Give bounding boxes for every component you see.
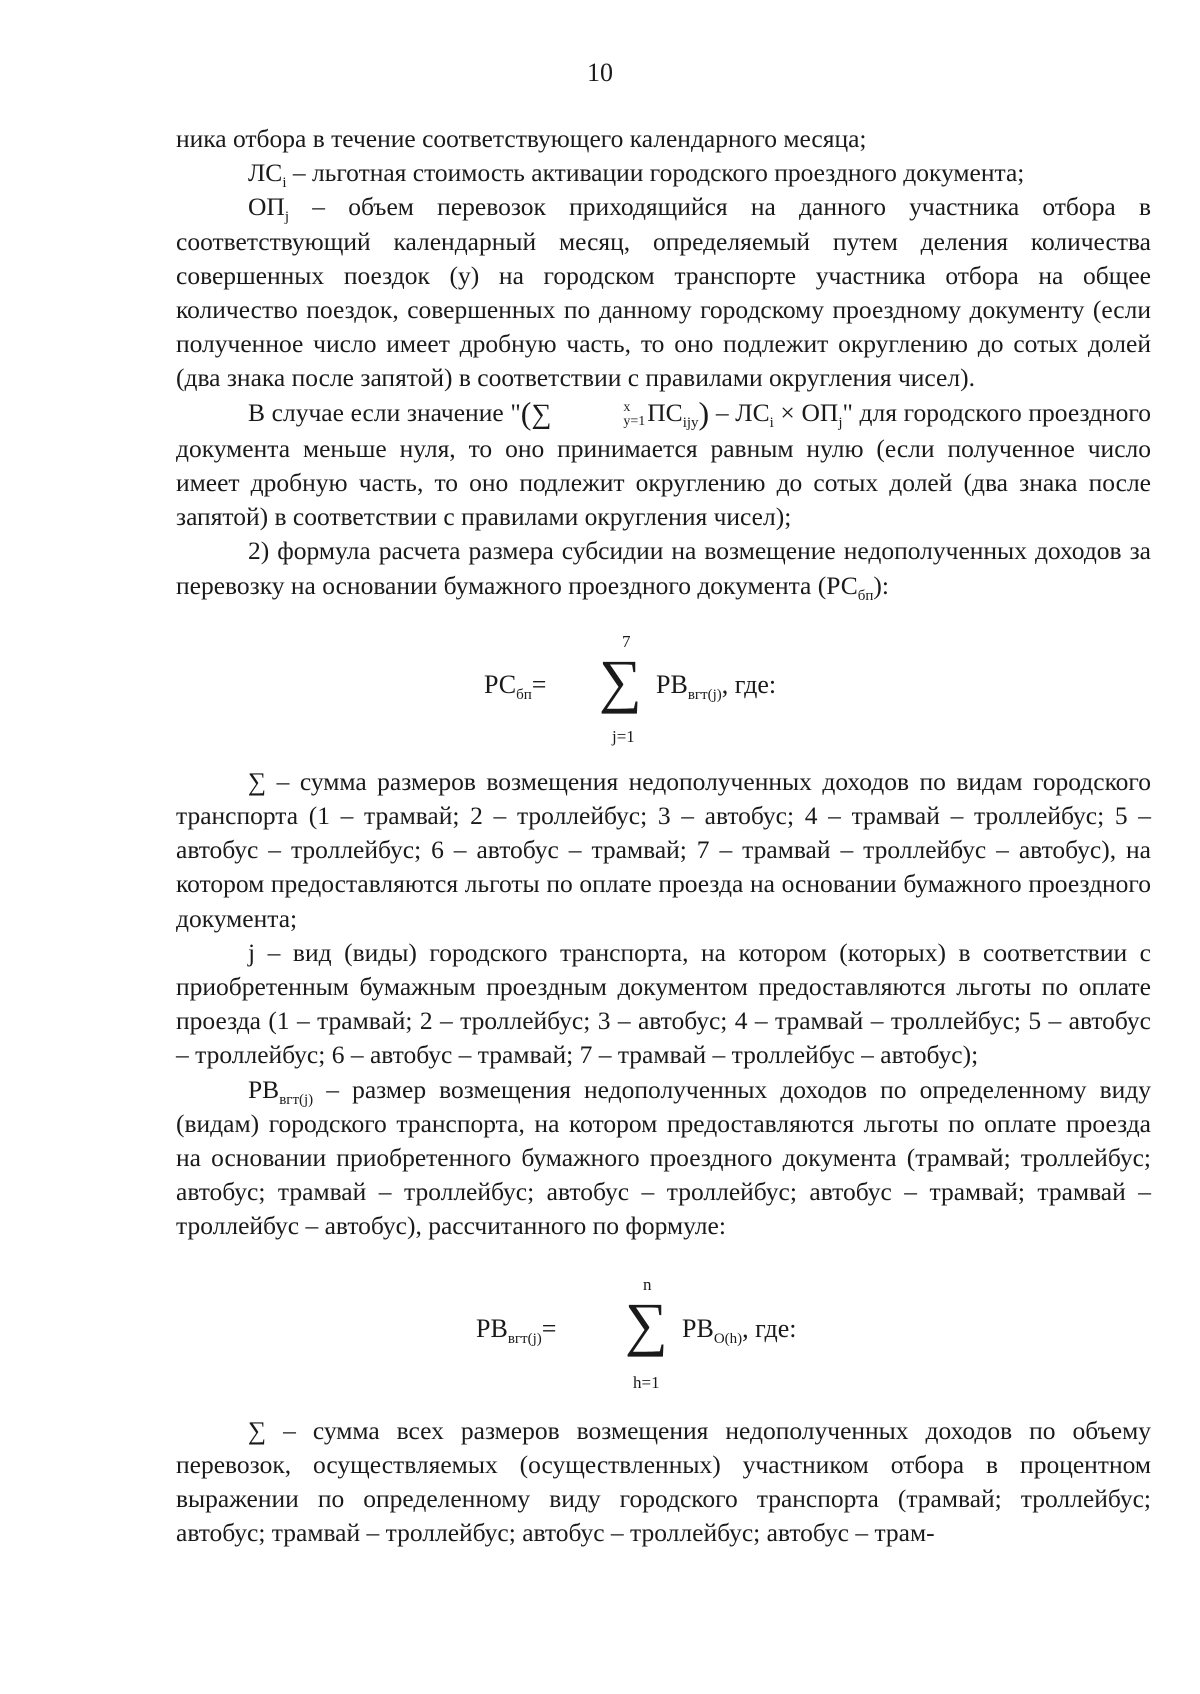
- paragraph-sum-definition: [176, 765, 1151, 936]
- inline-sum-limits: [551, 401, 645, 429]
- paragraph-text: – объем перевозок приходящийся на данного участника отбора в соответствующий календарный месяц, определяемый путем деления количества совершенных поездок (y) на городском транспорте участника отбора на общее количество поездок, совершенных по данному городскому проездному документу (если полученное число имеет дробную часть, то оно подлежит округлению до сотых долей (два знака после запятой) в соответствии с правилами округления чисел).: [176, 192, 1151, 393]
- paragraph-text: " для городского проездного документа меньше нуля, то оно принимается равным нулю (если полученное число имеет дробную часть, то оно подлежит округлению до сотых долей (два знака после запятой) в соответствии с правилами округления чисел);: [176, 397, 1152, 532]
- formula-tail: , где:: [742, 1313, 797, 1343]
- paragraph-text: j – вид (виды) городского транспорта, на котором (которых) в соответствии с приобретенным бумажным проездным документом предоставляются льготы по оплате проезда (1 – трамвай; 2 – троллейбус; 3 – автобус; 4 – трамвай – троллейбус; 5 – автобус – троллейбус; 6 – автобус – трамвай; 7 – трамвай – троллейбус – автобус);: [176, 937, 1151, 1070]
- paragraph-total-sum-definition: [176, 1414, 1151, 1551]
- sum-upper-limit: n: [643, 1274, 652, 1294]
- paragraph-text: ∑ – сумма всех размеров возмещения недополученных доходов по объему перевозок, осуществляемых (осуществленных) участником отбора в процентном выражении по определенному виду городского транспорта (трамвай; троллейбус; автобус; трамвай – троллейбус; автобус – троллейбус; автобус – трам-: [176, 1415, 1151, 1548]
- symbol-rv: РВ: [248, 1074, 280, 1104]
- inline-sum-upper: x: [623, 399, 631, 415]
- formula-rhs: [682, 1312, 797, 1346]
- formula-equals: =: [541, 1313, 557, 1343]
- paragraph-text: – льготная стоимость активации городского проездного документа;: [286, 158, 1025, 188]
- minus-ls: – ЛС: [709, 397, 770, 427]
- symbol-ls-subscript: i: [769, 414, 774, 431]
- paragraph-negative-value-rule: [176, 396, 1151, 535]
- formula-rs-bp: [176, 611, 1151, 761]
- paragraph-j-definition: [176, 936, 1151, 1073]
- inline-sum-lower: y=1: [623, 413, 646, 429]
- paragraph-text: ника отбора в течение соответствующего календарного месяца;: [176, 124, 867, 153]
- symbol-ls-subscript: i: [282, 175, 287, 192]
- paragraph-formula-2-intro: [176, 534, 1151, 602]
- formula-rv-vgt: [176, 1256, 1151, 1408]
- paragraph-text: В случае если значение ": [248, 397, 521, 427]
- formula-lhs-symbol: РВ: [476, 1313, 508, 1343]
- paragraph-rv-definition: [176, 1073, 1151, 1244]
- paragraph-continuation: [176, 122, 1151, 156]
- formula-lhs: [484, 668, 546, 702]
- formula-term-subscript: O(h): [713, 1330, 743, 1347]
- symbol-ps: ПС: [647, 397, 683, 427]
- page-number: 10: [587, 58, 613, 87]
- open-paren: (: [520, 394, 532, 431]
- sum-upper-limit: 7: [622, 631, 631, 651]
- formula-lhs-subscript: бп: [516, 687, 532, 704]
- sum-lower-limit: j=1: [612, 726, 635, 746]
- paragraph-text-end: ):: [873, 570, 889, 600]
- formula-lhs-symbol: РС: [484, 669, 517, 699]
- symbol-rs-subscript: бп: [857, 587, 874, 604]
- symbol-op-subscript: j: [838, 414, 843, 431]
- sum-lower-limit: h=1: [633, 1372, 660, 1392]
- formula-lhs: [476, 1312, 556, 1346]
- document-body: [176, 122, 1151, 1551]
- symbol-op-subscript: j: [284, 209, 290, 226]
- symbol-ls: ЛС: [248, 158, 283, 188]
- formula-rhs: [656, 668, 776, 702]
- sum-symbol: ∑: [625, 1290, 668, 1357]
- sum-symbol: ∑: [599, 647, 642, 714]
- paragraph-text: 2) формула расчета размера субсидии на возмещение недополученных доходов за перевозку на основании бумажного проездного документа (РС: [176, 536, 1151, 600]
- symbol-ps-subscript: ijy: [682, 414, 699, 431]
- formula-lhs-subscript: вгт(j): [507, 1330, 542, 1347]
- formula-term-subscript: вгт(j): [687, 687, 722, 704]
- symbol-rv-subscript: вгт(j): [279, 1091, 314, 1108]
- paragraph-text: ∑ – сумма размеров возмещения недополученных доходов по видам городского транспорта (1 – трамвай; 2 – троллейбус; 3 – автобус; 4 – трамвай – троллейбус; 5 – автобус – троллейбус; 6 – автобус – трамвай; 7 – трамвай – троллейбус – автобус), на котором предоставляются льготы по оплате проезда на основании бумажного проездного документа;: [176, 766, 1151, 933]
- formula-term-symbol: РВ: [656, 669, 688, 699]
- paragraph-text: – размер возмещения недополученных доходов по определенному виду (видам) городского транспорта, на котором предоставляются льготы по оплате проезда на основании приобретенного бумажного проездного документа (трамвай; троллейбус; автобус; трамвай – троллейбус; автобус – троллейбус; автобус – трамвай; трамвай – троллейбус – автобус), рассчитанного по формуле:: [176, 1074, 1151, 1241]
- formula-equals: =: [531, 669, 547, 699]
- formula-term-symbol: РВ: [682, 1313, 714, 1343]
- symbol-op: ОП: [248, 192, 285, 222]
- close-paren: ): [698, 394, 710, 431]
- paragraph-ls-definition: [176, 156, 1151, 190]
- inline-sum-symbol: ∑: [531, 398, 552, 430]
- formula-tail: , где:: [721, 669, 777, 699]
- times-op: × ОП: [773, 397, 839, 427]
- paragraph-op-definition: [176, 190, 1151, 395]
